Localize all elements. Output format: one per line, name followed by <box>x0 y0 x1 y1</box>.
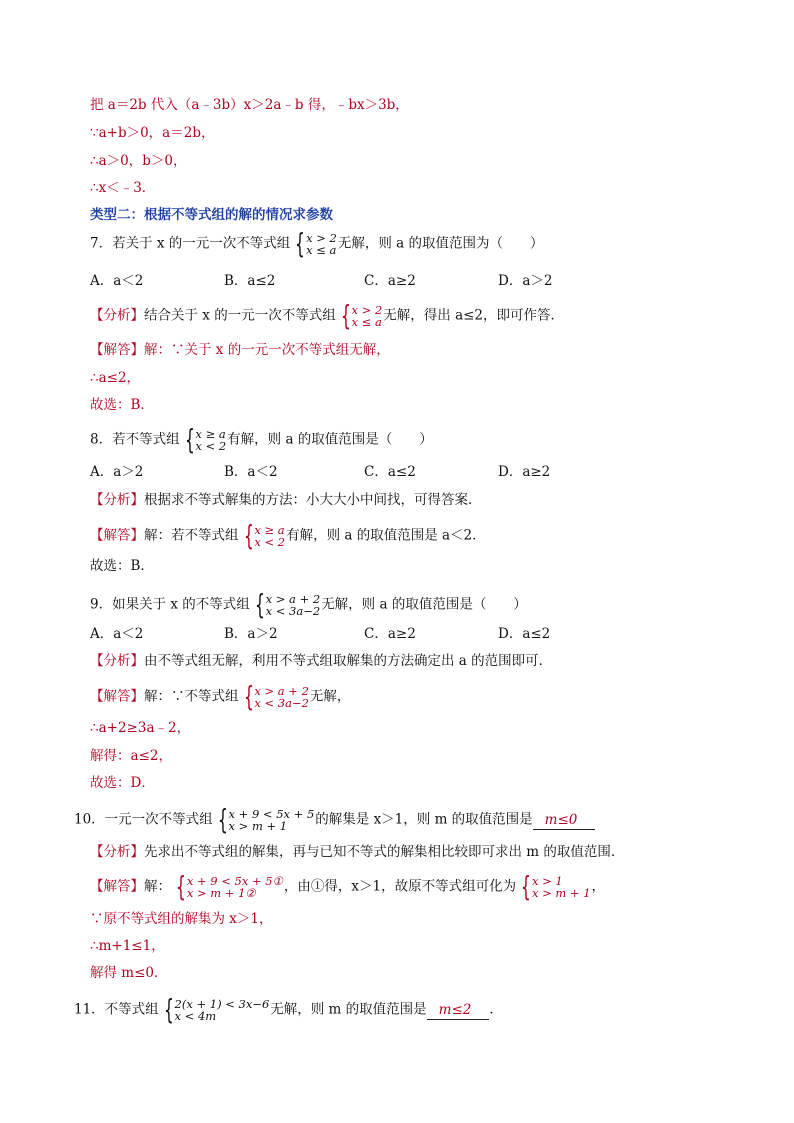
q7-pre: 7．若关于 x 的一元一次不等式组 <box>90 235 291 252</box>
q9-solution-pre: 解：∵不等式组 <box>144 688 239 705</box>
q8-system: { x ≥ a x < 2 <box>184 423 227 456</box>
q9-jd-row-2: x < 3a−2 <box>254 696 309 710</box>
q9-option-b: B．a＞2 <box>224 626 278 642</box>
q9-step-3: 故选：D． <box>90 775 155 791</box>
q7-sys-row-2: x ≤ a <box>306 243 337 257</box>
q10-jd-row-2: x > m + 1② <box>186 886 256 900</box>
q8-step-1: 故选：B． <box>90 558 154 574</box>
q7-analysis-pre: 结合关于 x 的一元一次不等式组 <box>144 307 336 324</box>
q8-option-c: C．a≤2 <box>364 464 416 480</box>
q8-solution-post: 有解，则 a 的取值范围是 a＜2． <box>286 527 486 544</box>
q9-sys-row-2: x < 3a−2 <box>265 604 321 618</box>
q9-analysis-tag: 【分析】 <box>90 653 144 669</box>
q9-pre: 9．如果关于 x 的不等式组 <box>90 596 250 613</box>
q7-option-a: A．a＜2 <box>90 273 144 289</box>
q7-post: 无解，则 a 的取值范围为（ ） <box>337 235 544 252</box>
q8-solution <box>90 519 486 552</box>
q7-stem <box>90 227 544 260</box>
q8-solution-system: { x ≥ a x < 2 <box>243 519 286 552</box>
q7-analysis-tag: 【分析】 <box>90 307 144 324</box>
q10-answer-blank: m≤0 <box>533 811 596 830</box>
q8-stem <box>90 423 433 456</box>
q7-solution-text: 解：∵关于 x 的一元一次不等式组无解， <box>144 342 390 358</box>
q10-pre: 10．一元一次不等式组 <box>74 811 213 828</box>
q7-solution-tag: 【解答】 <box>90 342 144 358</box>
q10-solution <box>90 870 606 903</box>
q11-sys-row-1: 2(x + 1) < 3x−6 <box>174 997 270 1011</box>
q11-pre: 11．不等式组 <box>74 1001 159 1018</box>
q8-jd-row-1: x ≥ a <box>254 523 285 537</box>
q11-system: { 2(x + 1) < 3x−6 x < 4m <box>163 993 270 1026</box>
section-title: 类型二：根据不等式组的解的情况求参数 <box>90 207 333 223</box>
q9-post: 无解，则 a 的取值范围是（ ） <box>321 596 527 613</box>
q9-option-a: A．a＜2 <box>90 626 144 642</box>
q10-jd-row-1: x + 9 < 5x + 5① <box>186 874 283 888</box>
q9-option-c: C．a≥2 <box>364 626 416 642</box>
q11-post: 无解，则 m 的取值范围是 <box>270 1001 427 1018</box>
q10-step-2: ∴m+1≤1， <box>90 938 165 954</box>
q9-jd-row-1: x > a + 2 <box>254 684 309 698</box>
q10-solution-system-2: { x > 1 x > m + 1 <box>521 870 591 903</box>
q9-option-d: D．a≤2 <box>498 626 551 642</box>
q10-analysis-text: 先求出不等式组的解集，再与已知不等式的解集相比较即可求出 m 的取值范围． <box>144 844 625 860</box>
q7-analysis-system: { x > 2 x ≤ a <box>340 299 383 332</box>
q10-solution-system: { x + 9 < 5x + 5① x > m + 1② <box>176 870 283 903</box>
q10-stem <box>74 803 595 836</box>
q8-sys-row-1: x ≥ a <box>195 427 226 441</box>
q7-analysis-post: 无解，得出 a≤2，即可作答． <box>383 307 565 324</box>
q8-jd-row-2: x < 2 <box>254 535 286 549</box>
q10-sys-row-2: x > m + 1 <box>228 819 288 833</box>
q8-analysis <box>90 491 482 509</box>
q9-system: { x > a + 2 x < 3a−2 <box>254 588 321 621</box>
q8-analysis-text: 根据求不等式解集的方法：小大大小中间找，可得答案． <box>144 492 482 508</box>
q9-solution-post: 无解， <box>309 688 351 705</box>
q7-step-2: 故选：B． <box>90 397 154 413</box>
q11-stem <box>74 993 503 1026</box>
q10-sys-row-1: x + 9 < 5x + 5 <box>228 807 315 821</box>
q8-option-a: A．a＞2 <box>90 464 144 480</box>
q10-analysis-tag: 【分析】 <box>90 844 144 860</box>
q9-solution-system: { x > a + 2 x < 3a−2 <box>243 680 309 713</box>
q8-analysis-tag: 【分析】 <box>90 492 144 508</box>
intro-line-3: ∴a＞0，b＞0， <box>90 153 187 169</box>
q10-solution-tag: 【解答】 <box>90 878 144 895</box>
q10-jd2-row-1: x > 1 <box>531 874 563 888</box>
q8-pre: 8．若不等式组 <box>90 431 180 448</box>
q9-solution <box>90 680 351 713</box>
q7-option-d: D．a＞2 <box>498 273 553 289</box>
intro-line-2: ∵a+b＞0，a＝2b， <box>90 125 215 141</box>
q10-analysis <box>90 843 624 861</box>
q8-option-d: D．a≥2 <box>498 464 551 480</box>
q11-answer-blank: m≤2 <box>427 1001 490 1020</box>
q11-end: ． <box>489 1001 503 1018</box>
q7-fx-row-1: x > 2 <box>351 303 383 317</box>
q8-solution-tag: 【解答】 <box>90 527 144 544</box>
q9-stem <box>90 588 527 621</box>
q9-solution-tag: 【解答】 <box>90 688 144 705</box>
q9-analysis <box>90 652 552 670</box>
q10-solution-end: ， <box>591 878 606 895</box>
q9-analysis-text: 由不等式组无解，利用不等式组取解集的方法确定出 a 的范围即可． <box>144 653 553 669</box>
q8-sys-row-2: x < 2 <box>195 439 227 453</box>
q8-solution-pre: 解：若不等式组 <box>144 527 239 544</box>
q7-system: { x > 2 x ≤ a <box>295 227 337 260</box>
q7-solution <box>90 341 390 359</box>
q7-sys-row-1: x > 2 <box>306 231 337 245</box>
q9-step-2: 解得：a≤2， <box>90 748 172 764</box>
intro-line-1: 把 a＝2b 代入（a﹣3b）x＞2a﹣b 得，﹣bx＞3b， <box>90 97 409 113</box>
q10-step-1: ∵原不等式组的解集为 x＞1， <box>90 911 273 927</box>
q9-sys-row-1: x > a + 2 <box>265 592 321 606</box>
q10-jd2-row-2: x > m + 1 <box>531 886 591 900</box>
q11-sys-row-2: x < 4m <box>174 1009 217 1023</box>
q10-step-3: 解得 m≤0． <box>90 965 168 981</box>
q7-option-c: C．a≥2 <box>364 273 416 289</box>
q10-solution-pre: 解： <box>144 878 171 895</box>
q8-post: 有解，则 a 的取值范围是（ ） <box>227 431 433 448</box>
q7-analysis <box>90 299 565 332</box>
q10-system: { x + 9 < 5x + 5 x > m + 1 <box>217 803 315 836</box>
q7-option-b: B．a≤2 <box>224 273 276 289</box>
q10-post: 的解集是 x＞1，则 m 的取值范围是 <box>315 811 533 828</box>
intro-line-4: ∴x＜﹣3． <box>90 180 156 196</box>
q8-option-b: B．a＜2 <box>224 464 278 480</box>
q7-step-1: ∴a≤2， <box>90 370 141 386</box>
q7-fx-row-2: x ≤ a <box>351 315 382 329</box>
q9-step-1: ∴a+2≥3a﹣2， <box>90 720 191 736</box>
q10-solution-mid: ，由①得，x＞1，故原不等式组可化为 <box>283 878 517 895</box>
